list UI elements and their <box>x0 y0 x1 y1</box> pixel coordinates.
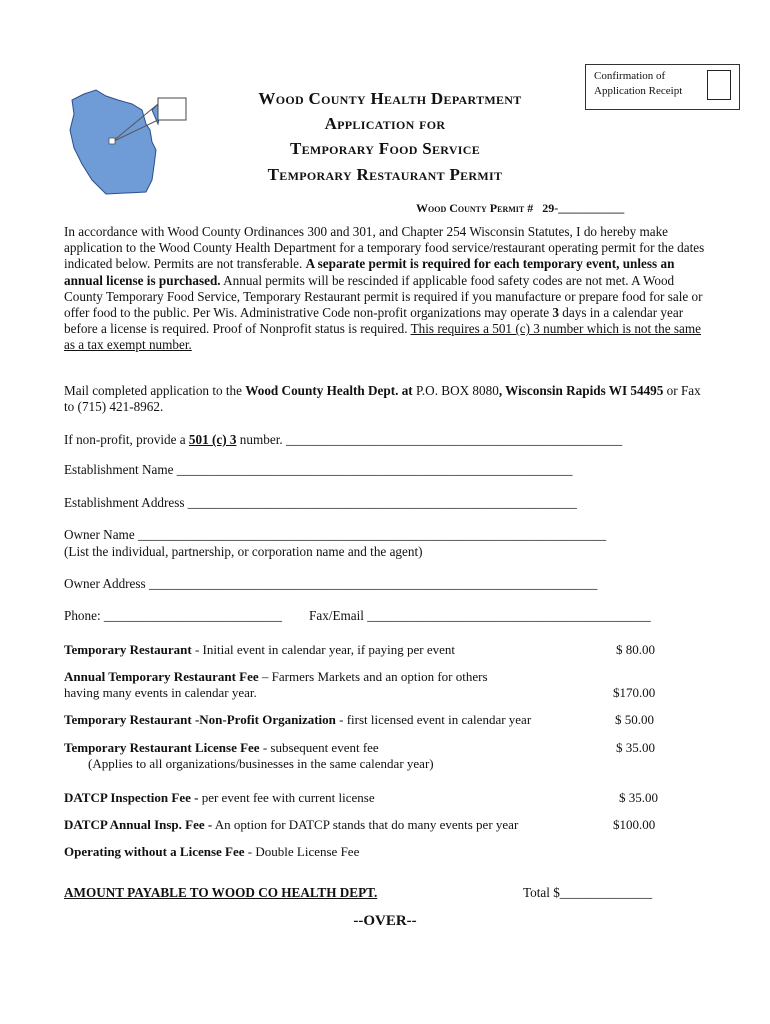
confirmation-label <box>594 69 682 99</box>
amount-payable-label: AMOUNT PAYABLE TO WOOD CO HEALTH DEPT. <box>64 885 378 900</box>
confirmation-line1: Confirmation of <box>594 70 666 82</box>
fee-row-7 <box>64 844 359 860</box>
fee-7-desc: - Double License Fee <box>244 844 360 859</box>
fee-5-title: DATCP Inspection Fee - <box>64 790 199 805</box>
nonprofit-bold: 501 (c) 3 <box>188 432 237 447</box>
fee-3-desc: - first licensed event in calendar year <box>335 712 532 727</box>
fee-6-desc: An option for DATCP stands that do many events per year <box>212 817 519 832</box>
fee-row-6 <box>64 817 518 833</box>
owner-name-field[interactable]: Owner Name _______________________________________________________________________ <box>64 527 607 542</box>
mail-instructions <box>64 383 714 415</box>
establishment-address-field[interactable]: Establishment Address ___________________________________________________________ <box>64 495 577 510</box>
fee-3-amount: $ 50.00 <box>615 712 654 727</box>
intro-text-3: days in a calendar year before a license is required. Proof of Nonprofit status is required. <box>64 305 684 337</box>
nonprofit-pre: If non-profit, provide a <box>64 432 186 447</box>
mail-fax: or Fax to (715) 421-8962. <box>64 383 701 415</box>
intro-days: 3 <box>552 305 559 321</box>
fee-4-amount: $ 35.00 <box>616 740 655 755</box>
fee-4-desc: - subsequent event fee <box>259 740 379 755</box>
fee-6-title: DATCP Annual Insp. Fee - <box>64 817 213 832</box>
title-line3: Temporary Food Service <box>289 139 481 158</box>
fee-3-title: Temporary Restaurant -Non-Profit Organization <box>64 712 336 727</box>
fee-1-amount: $ 80.00 <box>616 642 655 657</box>
mail-dept: Wood County Health Dept. at <box>245 383 413 398</box>
nonprofit-post: number. ___________________________________________________ <box>239 432 623 447</box>
fee-2-desc2: having many events in calendar year. <box>64 685 257 700</box>
establishment-name-field[interactable]: Establishment Name ____________________________________________________________ <box>64 462 573 477</box>
intro-text-2: Annual permits will be rescinded if applicable food safety codes are not met. A Wood County Temporary Food Service, Temporary Restaurant permit is required if you manufacture or prepare food for sale or offer food to the public. Per Wis. Administrative Code non-profit organizations may operate <box>64 272 703 321</box>
intro-bold-1: A separate permit is required for each temporary event, unless an annual license is purchased. <box>64 256 675 288</box>
permit-label: Wood County Permit # <box>416 201 534 215</box>
nonprofit-field[interactable] <box>64 432 622 448</box>
fee-row-1 <box>64 642 455 658</box>
confirmation-checkbox[interactable] <box>707 70 731 100</box>
intro-paragraph <box>64 224 714 354</box>
fee-2-title: Annual Temporary Restaurant Fee <box>64 669 259 684</box>
fee-6-amount: $100.00 <box>613 817 656 832</box>
confirmation-line2: Application Receipt <box>594 85 683 97</box>
dept-title: Wood County Health Department <box>258 89 522 108</box>
confirmation-box <box>585 64 740 110</box>
owner-name-note: (List the individual, partnership, or corporation name and the agent) <box>64 544 423 559</box>
fee-4-desc2: (Applies to all organizations/businesses in the same calendar year) <box>88 756 434 771</box>
owner-address-field[interactable]: Owner Address ____________________________________________________________________ <box>64 576 598 591</box>
fee-row-3 <box>64 712 531 728</box>
fee-2-amount: $170.00 <box>613 685 656 700</box>
title-line4: Temporary Restaurant Permit <box>267 165 503 184</box>
fee-row-4 <box>64 740 434 772</box>
fee-5-desc: per event fee with current license <box>198 790 375 805</box>
fax-email-field[interactable]: Fax/Email ___________________________________________ <box>309 608 651 623</box>
fee-row-5 <box>64 790 375 806</box>
fee-4-title: Temporary Restaurant License Fee <box>64 740 260 755</box>
fee-row-2 <box>64 669 488 701</box>
permit-value: 29-___________ <box>542 201 625 215</box>
over-label: --OVER-- <box>353 913 417 929</box>
fee-5-amount: $ 35.00 <box>619 790 658 805</box>
total-field[interactable]: Total $______________ <box>523 885 653 900</box>
mail-city: , Wisconsin Rapids WI 54495 <box>498 383 664 398</box>
title-line2: Application for <box>324 114 446 133</box>
permit-number <box>416 201 624 216</box>
phone-field[interactable]: Phone: ___________________________ <box>64 608 282 623</box>
mail-box: P.O. BOX 8080 <box>416 383 499 398</box>
intro-text-1: In accordance with Wood County Ordinances 300 and 301, and Chapter 254 Wisconsin Statutes, I do hereby make application to the Wood County Health Department for a temporary food service/restaurant operating permit for the dates indicated below. Permits are not transferable. <box>64 224 705 272</box>
fee-1-desc: - Initial event in calendar year, if paying per event <box>191 642 456 657</box>
mail-pre: Mail completed application to the <box>64 383 242 398</box>
intro-underline: This requires a 501 (c) 3 number which is not the same as a tax exempt number. <box>64 321 701 353</box>
fee-2-desc: – Farmers Markets and an option for others <box>258 669 488 684</box>
fee-1-title: Temporary Restaurant <box>64 642 192 657</box>
fee-7-title: Operating without a License Fee <box>64 844 245 859</box>
